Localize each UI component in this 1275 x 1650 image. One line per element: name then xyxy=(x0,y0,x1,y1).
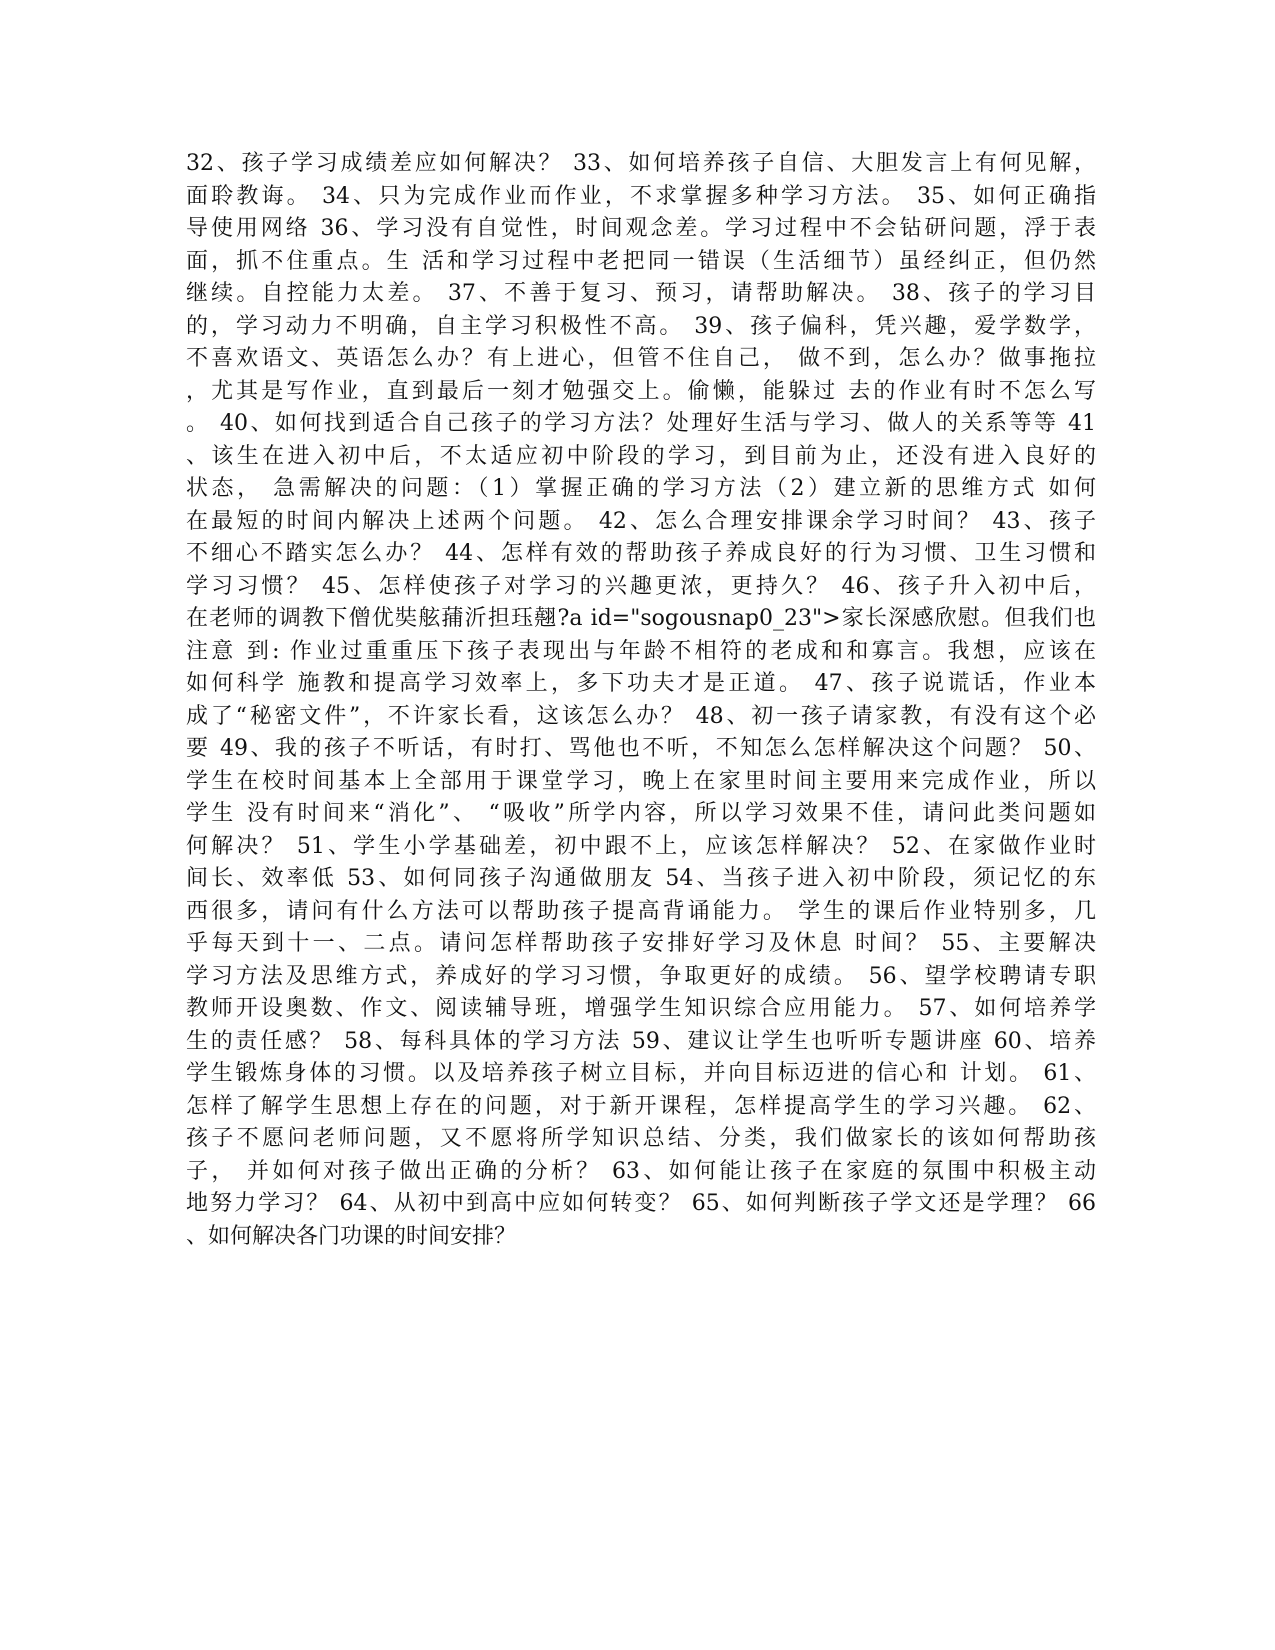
text-line: 生的责任感？ 58、每科具体的学习方法 59、建议让学生也听听专题讲座 60、培养 xyxy=(186,1028,1096,1054)
text-line: 学生锻炼身体的习惯。以及培养孩子树立目标，并向目标迈进的信心和 计划。 61、 xyxy=(186,1061,1096,1086)
text-line: ，尤其是写作业，直到最后一刻才勉强交上。偷懒，能躲过 去的作业有时不怎么写 xyxy=(186,378,1096,404)
text-line: 面，抓不住重点。生 活和学习过程中老把同一错误（生活细节）虽经纠正，但仍然 xyxy=(186,248,1096,274)
text-line: 继续。自控能力太差。 37、不善于复习、预习，请帮助解决。 38、孩子的学习目 xyxy=(186,281,1096,306)
text-line: 何解决？ 51、学生小学基础差，初中跟不上，应该怎样解决？ 52、在家做作业时 xyxy=(186,833,1096,859)
text-line: 地努力学习？ 64、从初中到高中应如何转变？ 65、如何判断孩子学文还是学理？ 66 xyxy=(186,1191,1096,1216)
text-line: 怎样了解学生思想上存在的问题，对于新开课程，怎样提高学生的学习兴趣。 62、 xyxy=(186,1093,1096,1119)
text-line: 学生在校时间基本上全部用于课堂学习，晚上在家里时间主要用来完成作业，所以 xyxy=(186,768,1096,794)
text-line: 要 49、我的孩子不听话，有时打、骂他也不听，不知怎么怎样解决这个问题？ 50、 xyxy=(186,736,1096,761)
text-line: 成了“秘密文件”，不许家长看，这该怎么办？ 48、初一孩子请家教，有没有这个必 xyxy=(186,703,1096,729)
body-text xyxy=(186,148,1096,1253)
text-line: 子， 并如何对孩子做出正确的分析？ 63、如何能让孩子在家庭的氛围中积极主动 xyxy=(186,1158,1096,1184)
text-line: 在老师的调教下僧优奘舷蒱沂担珏翹?a id="sogousnap0_23">家长深感欣慰。但我们也 xyxy=(186,606,1096,631)
text-line: 状态， 急需解决的问题：（1）掌握正确的学习方法（2）建立新的思维方式 如何 xyxy=(186,476,1096,501)
text-line: 乎每天到十一、二点。请问怎样帮助孩子安排好学习及休息 时间？ 55、主要解决 xyxy=(186,931,1096,956)
text-line: 间长、效率低 53、如何同孩子沟通做朋友 54、当孩子进入初中阶段，须记忆的东 xyxy=(186,866,1096,891)
text-line: 学习习惯？ 45、怎样使孩子对学习的兴趣更浓，更持久？ 46、孩子升入初中后， xyxy=(186,573,1096,599)
text-line: 不喜欢语文、英语怎么办？有上进心，但管不住自己， 做不到，怎么办？做事拖拉 xyxy=(186,346,1096,371)
text-line: 32、孩子学习成绩差应如何解决？ 33、如何培养孩子自信、大胆发言上有何见解， xyxy=(186,151,1096,176)
text-line: 教师开设奥数、作文、阅读辅导班，增强学生知识综合应用能力。 57、如何培养学 xyxy=(186,996,1096,1021)
text-line: 注意 到: 作业过重重压下孩子表现出与年龄不相符的老成和和寡言。我想，应该在 xyxy=(186,638,1096,664)
text-line: 、该生在进入初中后，不太适应初中阶段的学习，到目前为止，还没有进入良好的 xyxy=(186,443,1096,469)
text-line: 不细心不踏实怎么办？ 44、怎样有效的帮助孩子养成良好的行为习惯、卫生习惯和 xyxy=(186,541,1096,566)
text-line: 学习方法及思维方式，养成好的学习习惯，争取更好的成绩。 56、望学校聘请专职 xyxy=(186,963,1096,989)
text-line: 在最短的时间内解决上述两个问题。 42、怎么合理安排课余学习时间？ 43、孩子 xyxy=(186,508,1096,534)
text-line: 面聆教诲。 34、只为完成作业而作业，不求掌握多种学习方法。 35、如何正确指 xyxy=(186,183,1096,209)
text-line: 。 40、如何找到适合自己孩子的学习方法？处理好生活与学习、做人的关系等等 41 xyxy=(186,411,1096,436)
text-line: 导使用网络 36、学习没有自觉性，时间观念差。学习过程中不会钻研问题，浮于表 xyxy=(186,216,1096,241)
text-line: 的，学习动力不明确，自主学习积极性不高。 39、孩子偏科，凭兴趣，爱学数学， xyxy=(186,313,1096,339)
text-line: 孩子不愿问老师问题，又不愿将所学知识总结、分类，我们做家长的该如何帮助孩 xyxy=(186,1126,1096,1151)
text-line: 如何科学 施教和提高学习效率上，多下功夫才是正道。 47、孩子说谎话，作业本 xyxy=(186,671,1096,696)
text-line: 西很多，请问有什么方法可以帮助孩子提高背诵能力。 学生的课后作业特别多，几 xyxy=(186,898,1096,924)
text-line: 学生 没有时间来“消化”、 “吸收”所学内容，所以学习效果不佳，请问此类问题如 xyxy=(186,801,1096,826)
text-line: 、如何解决各门功课的时间安排？ xyxy=(186,1223,517,1249)
